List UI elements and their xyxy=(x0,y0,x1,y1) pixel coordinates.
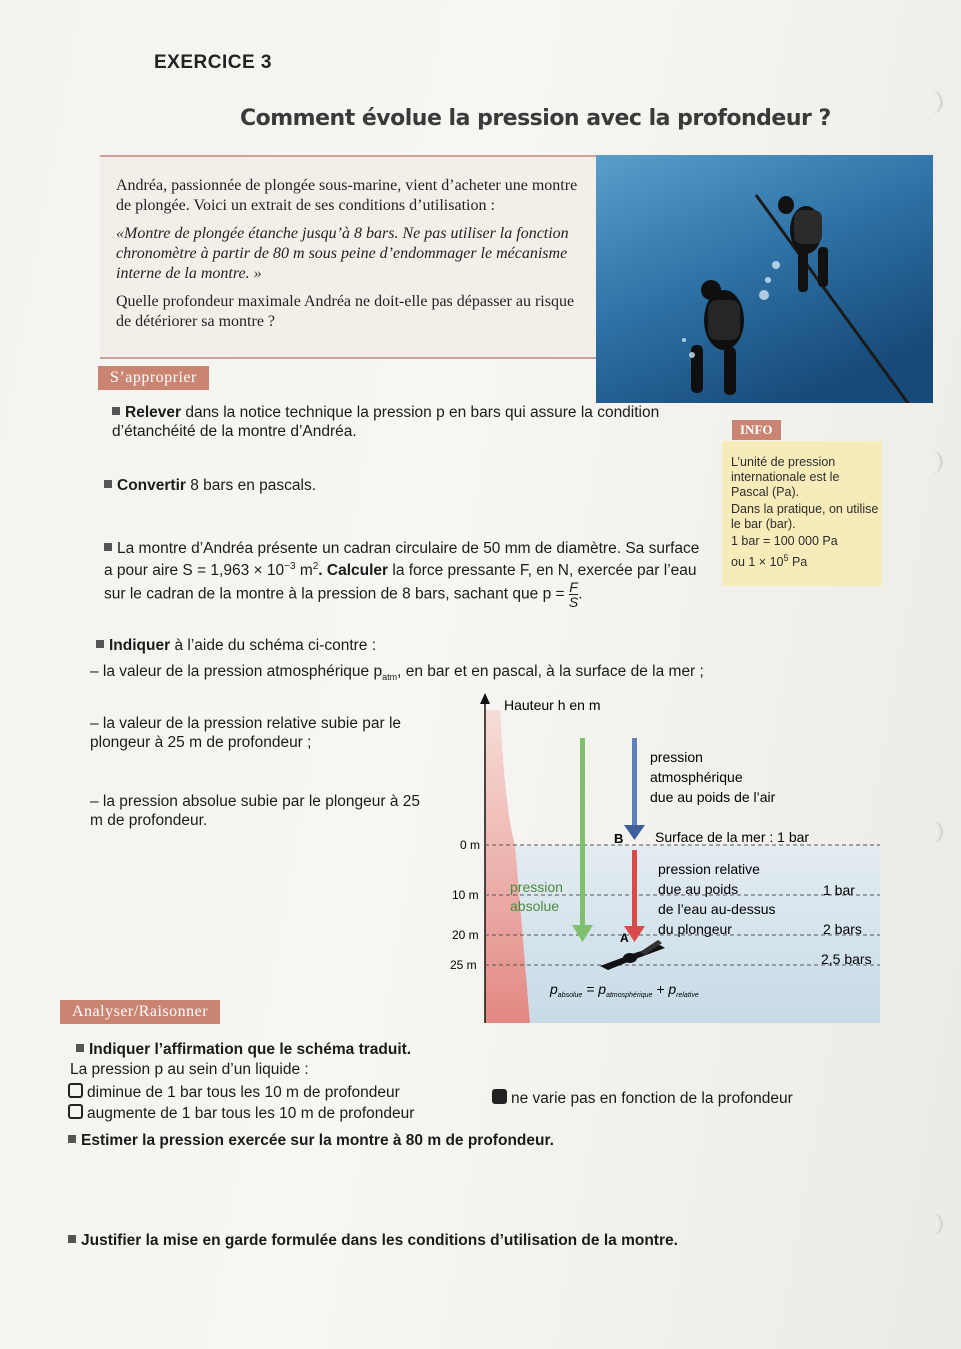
bullet-icon xyxy=(68,1135,76,1143)
q1-verb: Relever xyxy=(125,404,182,421)
q1-text: dans la notice technique la pression p en bars qui assure la condition d’étanchéité de la montre d’Andréa. xyxy=(112,404,660,440)
relative-label-1: pression relative xyxy=(658,861,760,877)
value-1bar: 1 bar xyxy=(823,882,855,898)
absolute-label-1: pression xyxy=(510,879,563,895)
depth-tick-25: 25 m xyxy=(450,958,477,972)
checkbox-option-2[interactable] xyxy=(68,1104,83,1119)
bullet-icon xyxy=(104,543,112,551)
exercise-number: EXERCICE 3 xyxy=(154,52,272,73)
q4a-text2: , en bar et en pascal, à la surface de la mer ; xyxy=(397,663,704,680)
q5-text: l’affirmation que le schéma traduit. xyxy=(150,1041,412,1058)
q7-verb: Justifier xyxy=(81,1232,142,1249)
relative-pressure-arrow xyxy=(632,850,637,928)
bullet-icon xyxy=(112,407,120,415)
question-7 xyxy=(68,1231,868,1250)
info-text xyxy=(731,455,879,572)
formula-plus: + p xyxy=(652,981,677,997)
depth-tick-20: 20 m xyxy=(452,928,479,942)
bullet-icon xyxy=(68,1235,76,1243)
q6-text: la pression exercée sur la montre à 80 m de profondeur. xyxy=(137,1132,554,1149)
absolute-pressure-arrow xyxy=(580,738,585,928)
q5-stem: La pression p au sein d’un liquide : xyxy=(70,1061,309,1078)
formula-eq: = p xyxy=(582,981,607,997)
intro-text xyxy=(116,176,586,340)
q4a-text: – la valeur de la pression atmosphérique p xyxy=(90,663,383,680)
pressure-diagram xyxy=(440,690,885,1025)
question-6 xyxy=(68,1131,768,1150)
info-line-4-unit: Pa xyxy=(788,555,808,570)
margin-mark xyxy=(922,1212,943,1236)
section-analyser: Analyser/Raisonner xyxy=(60,1000,220,1024)
section-approprier: S’approprier xyxy=(98,366,209,390)
value-25bars: 2,5 bars xyxy=(821,951,872,967)
atm-label-3: due au poids de l’air xyxy=(650,789,776,805)
question-4a xyxy=(90,662,705,687)
question-2 xyxy=(104,476,504,495)
q4a-subscript: atm xyxy=(382,672,398,683)
depth-tick-10: 10 m xyxy=(452,888,479,902)
info-line-3: 1 bar = 100 000 Pa xyxy=(731,534,838,548)
question-4 xyxy=(96,636,716,655)
relative-label-4: du plongeur xyxy=(658,921,732,937)
question-5 xyxy=(76,1040,676,1059)
bullet-icon xyxy=(76,1044,84,1052)
q4-verb: Indiquer xyxy=(109,637,171,654)
intro-paragraph: Andréa, passionnée de plongée sous-marine, vient d’acheter une montre de plongée. Voici un extrait de ses conditions d’utilisation : xyxy=(116,177,578,214)
point-a: A xyxy=(620,931,629,945)
q3-text: La montre d’Andréa présente un cadran circulaire de 50 mm de diamètre. Sa surface a pour aire S = 1,963 × 10 xyxy=(104,540,700,580)
q3-fraction xyxy=(569,580,578,609)
q5-option-1-label: diminue de 1 bar tous les 10 m de profondeur xyxy=(87,1084,400,1101)
q5-option-3-label: ne varie pas en fonction de la profondeur xyxy=(511,1090,793,1107)
checkbox-option-1[interactable] xyxy=(68,1083,83,1098)
formula-p1: p xyxy=(550,981,558,997)
atm-pressure-arrow xyxy=(632,738,637,826)
formula-sub3: relative xyxy=(676,992,699,999)
value-2bars: 2 bars xyxy=(823,921,862,937)
atm-label-1: pression xyxy=(650,749,703,765)
info-line-4-base: ou 1 × 10 xyxy=(731,555,784,570)
surface-label: Surface de la mer : 1 bar xyxy=(655,829,810,845)
q3-unit: m xyxy=(295,562,313,580)
absolute-label-2: absolue xyxy=(510,898,560,914)
q5-option-2-label: augmente de 1 bar tous les 10 m de profondeur xyxy=(87,1105,415,1122)
bullet-icon xyxy=(104,480,112,488)
q3-exponent: −3 xyxy=(284,561,296,572)
q2-verb: Convertir xyxy=(117,477,186,494)
checkbox-option-3[interactable] xyxy=(492,1089,507,1104)
margin-mark xyxy=(922,820,943,844)
question-3: La montre d’Andréa présente un cadran circulaire de 50 mm de diamètre. Sa surface a pour aire $S = 1,963 \times 10^{-3}$ $m^2$. Calculer la force pressante F, en N, exercée par l’eau sur le cadran de la montre à la pression de 8 bars, sachant que p = $\frac{F}{S}$ . xyxy=(104,540,700,611)
margin-mark xyxy=(922,450,943,474)
diver-photo-illustration xyxy=(596,155,933,403)
q4-text: à l’aide du schéma ci-contre : xyxy=(170,637,377,654)
axis-label: Hauteur h en m xyxy=(504,697,601,713)
q5-option-3[interactable] xyxy=(492,1089,793,1108)
margin-mark xyxy=(922,90,943,114)
info-line-2: Dans la pratique, on utilise le bar (bar). xyxy=(731,502,879,531)
q3-verb: . Calculer xyxy=(318,562,389,580)
question-1 xyxy=(112,403,712,441)
point-b: B xyxy=(614,831,624,846)
info-tag: INFO xyxy=(732,420,781,440)
intro-question: Quelle profondeur maximale Andréa ne doit-elle pas dépasser au risque de détériorer sa montre ? xyxy=(116,293,575,330)
q7-text: la mise en garde formulée dans les conditions d’utilisation de la montre. xyxy=(141,1232,678,1249)
question-4c: – la pression absolue subie par le plongeur à 25 m de profondeur. xyxy=(90,793,421,829)
diver-photo xyxy=(596,155,933,403)
q3-frac-num: F xyxy=(569,579,578,596)
q5-option-2[interactable] xyxy=(68,1104,414,1123)
question-4b: – la valeur de la pression relative subie par le plongeur à 25 m de profondeur ; xyxy=(90,715,402,751)
relative-label-2: due au poids xyxy=(658,881,739,897)
formula-sub2: atmosphérique xyxy=(606,992,653,999)
q2-text: 8 bars en pascals. xyxy=(185,477,317,494)
atm-arrow-head xyxy=(624,825,645,840)
bullet-icon xyxy=(96,640,104,648)
relative-label-3: de l’eau au-dessus xyxy=(658,901,776,917)
q6-verb: Estimer xyxy=(81,1132,138,1149)
info-line-4 xyxy=(731,551,879,570)
q3-frac-den: S xyxy=(568,594,579,611)
info-line-1: L’unité de pression internationale est le Pascal (Pa). xyxy=(731,455,840,499)
q5-option-1[interactable] xyxy=(68,1083,400,1102)
q3-text2: la force pressante F, en N, exercée par l’eau sur le cadran de la montre à la pression de 8 bars, sachant que p = xyxy=(104,562,697,603)
intro-quote: «Montre de plongée étanche jusqu’à 8 bars. Ne pas utiliser la fonction chronomètre à partir de 80 m sous peine d’endommager le mécanisme interne de la montre. » xyxy=(116,225,569,282)
depth-tick-0: 0 m xyxy=(460,838,481,852)
page-title: Comment évolue la pression avec la profondeur ? xyxy=(240,106,831,131)
formula-sub1: absolue xyxy=(557,992,583,999)
q3-unit-exponent: 2 xyxy=(312,561,319,572)
q5-verb: Indiquer xyxy=(89,1041,151,1058)
height-axis-arrow xyxy=(480,693,490,704)
info-line-4-exp: 5 xyxy=(783,553,789,563)
atm-label-2: atmosphérique xyxy=(650,769,743,785)
